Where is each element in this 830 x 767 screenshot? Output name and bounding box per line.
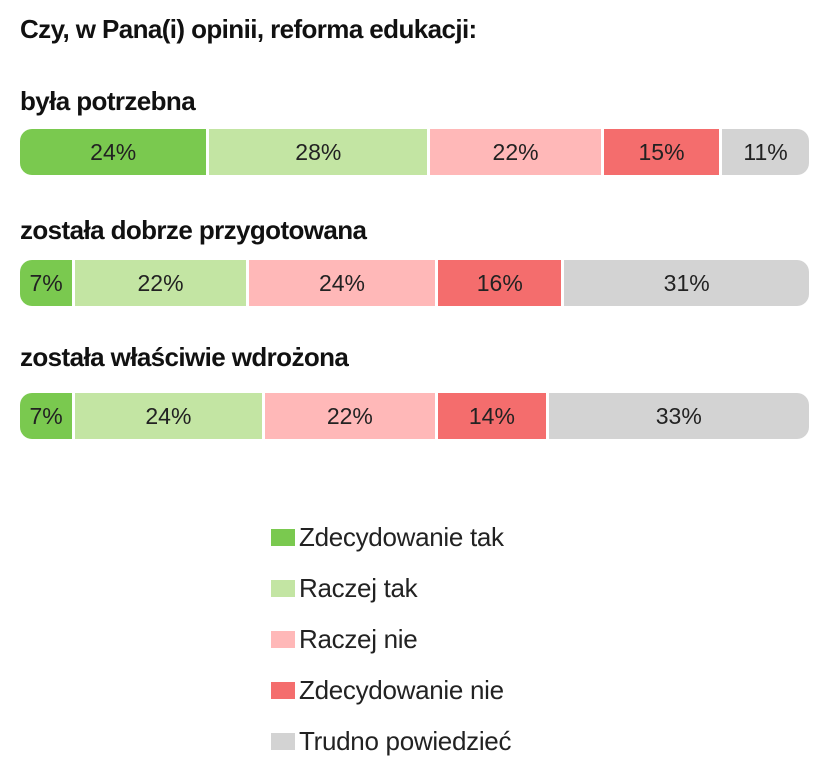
legend-label: Trudno powiedzieć [299,726,512,756]
legend-swatch [271,529,295,546]
chart-title: Czy, w Pana(i) opinii, reforma edukacji: [20,14,477,44]
bar-row-1 [20,260,809,306]
row-label-potrzebna: była potrzebna [20,86,196,116]
legend-swatch [271,580,295,597]
bar-segment-raczej-nie: 24% [249,260,438,306]
legend-label: Raczej nie [299,624,418,654]
legend-item-zdecydowanie-tak [271,512,511,563]
legend [271,512,511,767]
legend-item-raczej-tak [271,563,511,614]
legend-label: Raczej tak [299,573,418,603]
row-label-przygotowana: została dobrze przygotowana [20,215,367,245]
bar-row-2 [20,393,809,439]
bar-segment-trudno-powiedzieć: 33% [549,393,809,439]
legend-swatch [271,733,295,750]
bar-segment-raczej-tak: 22% [75,260,249,306]
legend-item-raczej-nie [271,614,511,665]
bar-row-0 [20,129,809,175]
bar-segment-raczej-nie: 22% [430,129,604,175]
legend-item-zdecydowanie-nie [271,665,511,716]
bar-segment-zdecydowanie-tak: 7% [20,260,75,306]
legend-label: Zdecydowanie nie [299,675,504,705]
bar-segment-zdecydowanie-tak: 7% [20,393,75,439]
bar-segment-zdecydowanie-nie: 14% [438,393,548,439]
bar-segment-raczej-tak: 28% [209,129,430,175]
bar-segment-trudno-powiedzieć: 31% [564,260,809,306]
legend-swatch [271,631,295,648]
row-label-wdrozona: została właściwie wdrożona [20,342,349,372]
bar-segment-zdecydowanie-nie: 15% [604,129,722,175]
bar-segment-zdecydowanie-tak: 24% [20,129,209,175]
legend-swatch [271,682,295,699]
bar-segment-zdecydowanie-nie: 16% [438,260,564,306]
bar-segment-trudno-powiedzieć: 11% [722,129,809,175]
bar-segment-raczej-tak: 24% [75,393,264,439]
legend-item-trudno-powiedziec [271,716,511,767]
legend-label: Zdecydowanie tak [299,522,504,552]
bar-segment-raczej-nie: 22% [265,393,439,439]
